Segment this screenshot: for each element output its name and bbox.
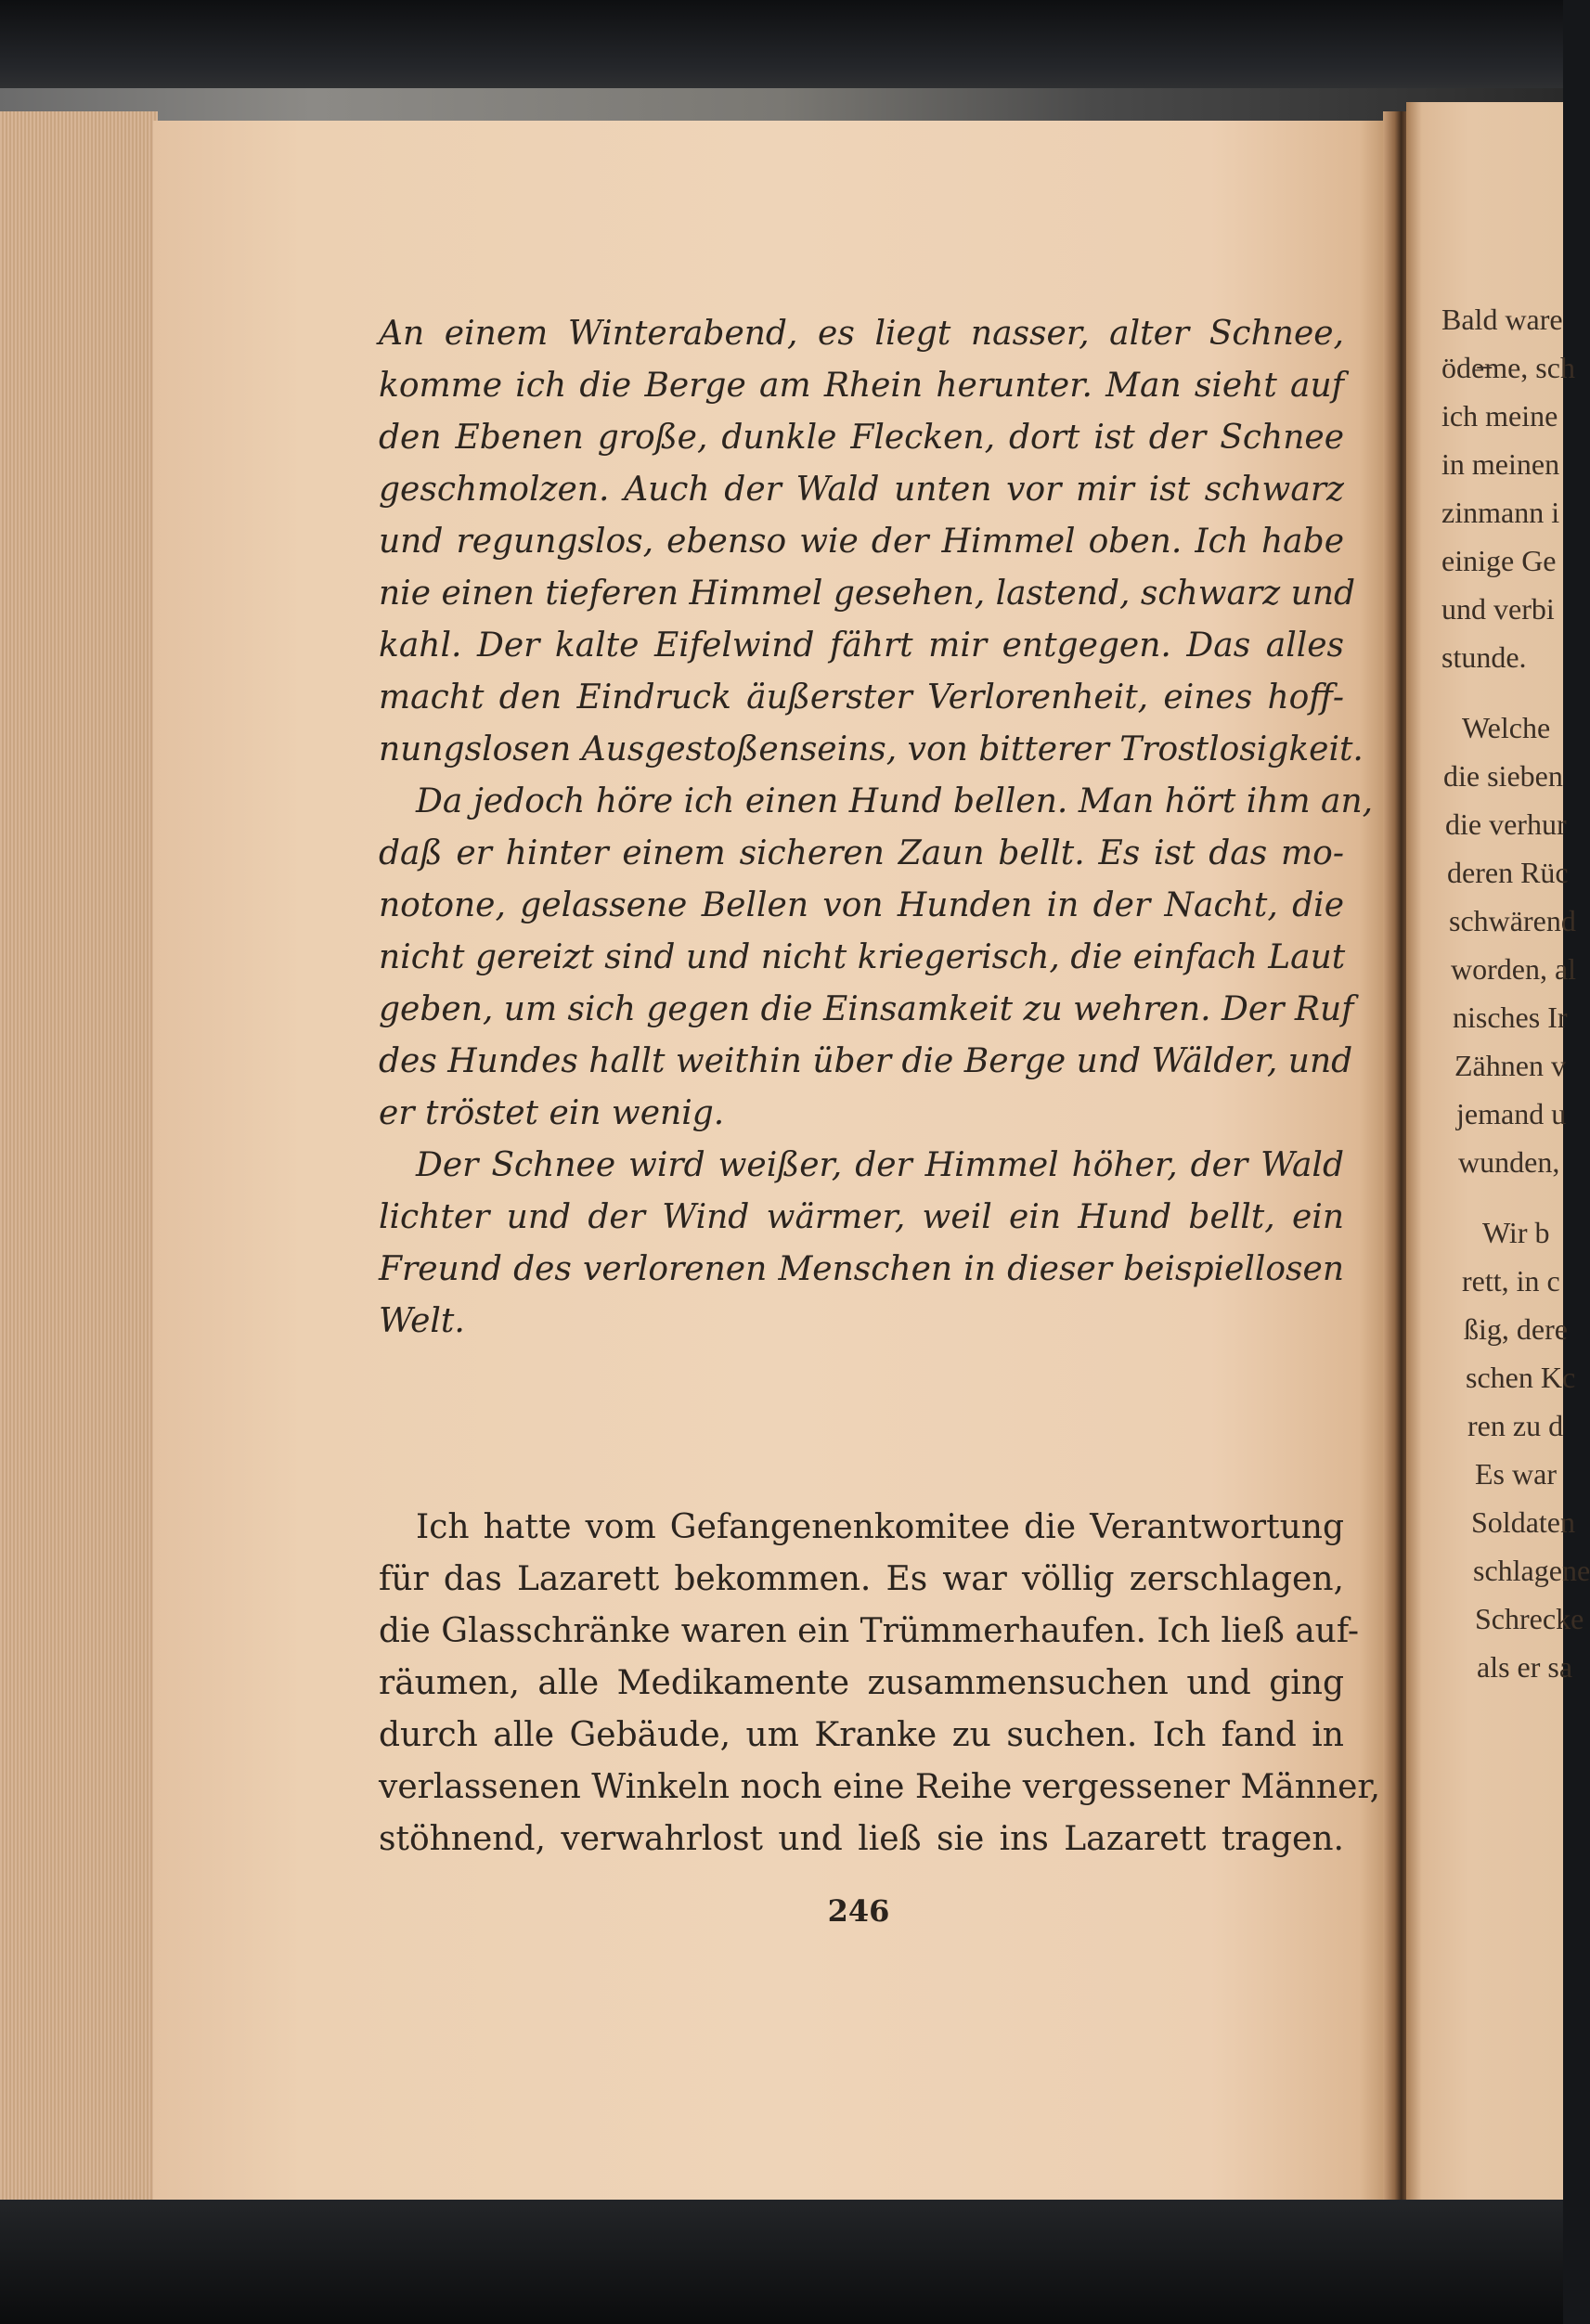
text-line: lichter und der Wind wärmer, weil ein Hund bellt, ein bbox=[379, 1198, 1344, 1236]
text-line: geschmolzen. Auch der Wald unten vor mir ist schwarz bbox=[379, 471, 1344, 509]
text-line: Ich hatte vom Gefangenenkomitee die Verantwortung bbox=[416, 1508, 1344, 1546]
text-line: Welche bbox=[1462, 711, 1551, 744]
page-number: 246 bbox=[827, 1893, 890, 1929]
text-line: nisches Ir bbox=[1453, 1001, 1568, 1034]
text-line: Welt. bbox=[379, 1302, 465, 1340]
text-line: ich meine bbox=[1441, 399, 1558, 433]
text-line: nicht gereizt sind und nicht kriegerisch, die einfach Laut bbox=[379, 938, 1346, 976]
italic-passage bbox=[379, 308, 1374, 1348]
text-line: worden, al bbox=[1451, 952, 1577, 986]
text-line: er tröstet ein wenig. bbox=[379, 1094, 725, 1132]
roman-passage bbox=[379, 1502, 1381, 1866]
text-line: macht den Eindruck äußerster Verlorenheit, eines hoff- bbox=[379, 678, 1344, 717]
right-page-text bbox=[1441, 303, 1590, 1698]
text-line: ßig, dere bbox=[1464, 1312, 1568, 1346]
text-line: Der Schnee wird weißer, der Himmel höher, der Wald bbox=[416, 1146, 1344, 1184]
text-line: in meinen bbox=[1441, 447, 1560, 481]
text-line: Schrecke bbox=[1475, 1602, 1584, 1635]
book-top-edge bbox=[0, 88, 1563, 125]
text-line: nie einen tieferen Himmel gesehen, lastend, schwarz und bbox=[379, 575, 1356, 613]
text-line: die verhur bbox=[1445, 807, 1567, 841]
text-line: schwärend bbox=[1449, 904, 1576, 937]
text-line: schen Kc bbox=[1466, 1361, 1576, 1394]
book-gutter bbox=[1383, 111, 1409, 2218]
text-line: des Hundes hallt weithin über die Berge und Wälder, und bbox=[379, 1042, 1353, 1080]
text-line: Da jedoch höre ich einen Hund bellen. Man hört ihm an, bbox=[416, 782, 1374, 820]
text-line: komme ich die Berge am Rhein herunter. Man sieht auf bbox=[379, 367, 1344, 405]
text-line: deren Rüc bbox=[1447, 856, 1569, 889]
text-line: und regungslos, ebenso wie der Himmel oben. Ich habe bbox=[379, 523, 1344, 561]
text-line: notone, gelassene Bellen von Hunden in der Nacht, die bbox=[379, 886, 1344, 924]
text-line: und verbi bbox=[1441, 592, 1555, 626]
text-line: stunde. bbox=[1441, 640, 1527, 674]
text-line: Es war bbox=[1475, 1457, 1557, 1491]
text-line: stöhnend, verwahrlost und ließ sie ins Lazarett tragen. bbox=[379, 1820, 1344, 1858]
text-line: Bald ware bbox=[1441, 303, 1563, 336]
page-stack-edge bbox=[0, 111, 158, 2209]
text-line: geben, um sich gegen die Einsamkeit zu wehren. Der Ruf bbox=[379, 990, 1354, 1028]
text-line: zinmann i bbox=[1441, 496, 1560, 529]
text-line: einige Ge bbox=[1441, 544, 1557, 577]
text-line: kahl. Der kalte Eifelwind fährt mir entgegen. Das alles bbox=[379, 626, 1344, 665]
text-line: Soldaten bbox=[1471, 1505, 1575, 1539]
text-line: rett, in c bbox=[1462, 1264, 1560, 1298]
text-line: nungslosen Ausgestoßenseins, von bitterer Trostlosigkeit. bbox=[379, 730, 1364, 768]
text-line: für das Lazarett bekommen. Es war völlig zerschlagen, bbox=[379, 1560, 1344, 1598]
text-line: ren zu d bbox=[1467, 1409, 1564, 1442]
bottom-background bbox=[0, 2200, 1563, 2324]
text-line: die sieben bbox=[1443, 759, 1563, 793]
text-line: die Glasschränke waren ein Trümmerhaufen. Ich ließ auf- bbox=[379, 1612, 1360, 1650]
text-line: wunden, bbox=[1458, 1145, 1560, 1179]
text-line: räumen, alle Medikamente zusammensuchen und ging bbox=[379, 1664, 1344, 1702]
text-line: Zähnen v bbox=[1454, 1049, 1566, 1082]
text-line: schlagene bbox=[1473, 1554, 1590, 1587]
text-line: Freund des verlorenen Menschen in dieser beispiellosen bbox=[379, 1250, 1344, 1288]
text-line: den Ebenen große, dunkle Flecken, dort ist der Schnee bbox=[379, 419, 1344, 457]
text-line: verlassenen Winkeln noch eine Reihe vergessener Männer, bbox=[379, 1768, 1381, 1806]
text-line: durch alle Gebäude, um Kranke zu suchen. Ich fand in bbox=[379, 1716, 1344, 1754]
text-line: Wir b bbox=[1482, 1216, 1550, 1249]
text-line: jemand u bbox=[1456, 1097, 1567, 1130]
text-line: öde̶me, sch bbox=[1441, 351, 1575, 384]
text-line: An einem Winterabend, es liegt nasser, alter Schnee, bbox=[379, 315, 1344, 353]
text-line: daß er hinter einem sicheren Zaun bellt. Es ist das mo- bbox=[379, 834, 1344, 872]
text-line: als er sa bbox=[1477, 1650, 1573, 1684]
